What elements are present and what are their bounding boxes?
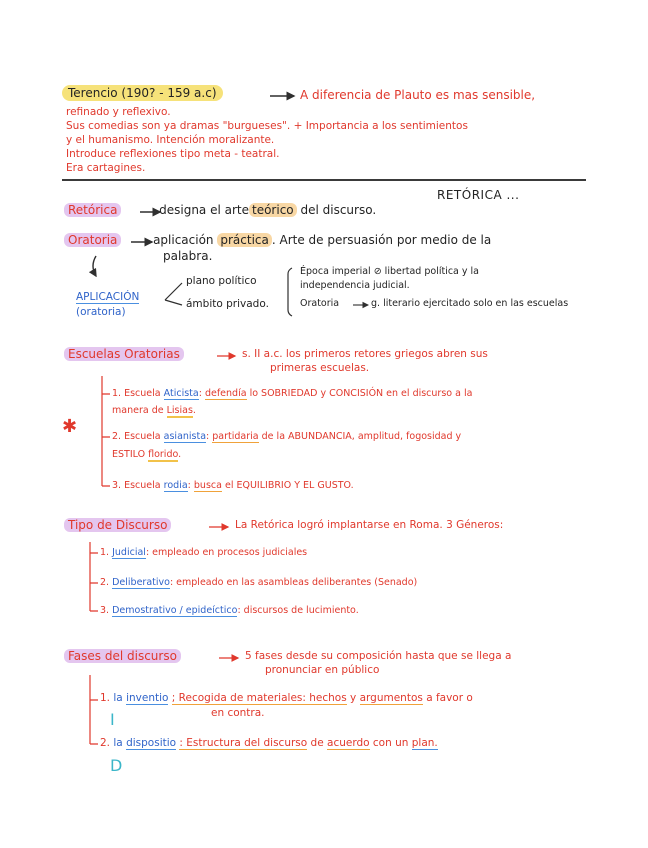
oratoria-pre: aplicación <box>153 233 214 247</box>
oratoria-highlight: práctica <box>217 233 272 247</box>
escuelas-arrow-text2: primeras escuelas. <box>270 362 370 374</box>
terencio-line-4: Introduce reflexiones tipo meta - teatral. <box>66 148 280 160</box>
retorica-term: Retórica <box>64 203 121 217</box>
escuela-asianista-line2: ESTILO florido. <box>112 449 182 460</box>
down-arrow <box>93 256 96 276</box>
fase-inventio-line2: en contra. <box>211 707 265 719</box>
escuela-asianista: 2. Escuela asianista: partidaria de la ABUNDANCIA, amplitud, fogosidad y <box>112 431 462 442</box>
fases-title: Fases del discurso <box>64 649 181 663</box>
escuela-aticista-line2: manera de Lisias. <box>112 405 196 416</box>
branch-lines <box>165 283 182 305</box>
retorica-post: del discurso. <box>300 203 377 217</box>
retorica-line <box>64 203 376 217</box>
oratoria-post: . Arte de persuasión por medio de la <box>271 233 492 247</box>
branch-ambito-privado: ámbito privado. <box>186 298 269 310</box>
escuelas-arrow-text: s. II a.c. los primeros retores griegos abren sus <box>242 348 488 360</box>
escuelas-tree <box>102 376 110 486</box>
fases-tree <box>90 675 98 744</box>
tipo-tree <box>90 542 98 611</box>
oratoria-line2: palabra. <box>163 249 213 263</box>
independencia-line: independencia judicial. <box>300 280 410 291</box>
terencio-line-3: y el humanismo. Intención moralizante. <box>66 134 275 146</box>
fase-inventio: 1. la inventio ; Recogida de materiales: hechos y argumentos a favor o <box>100 692 473 704</box>
tipo-arrow-text: La Retórica logró implantarse en Roma. 3 Géneros: <box>235 519 504 531</box>
fase-dispositio: 2. la dispositio : Estructura del discurso de acuerdo con un plan. <box>100 737 438 749</box>
escuelas-title: Escuelas Oratorias <box>64 347 184 361</box>
aplicacion-sub: (oratoria) <box>76 306 126 318</box>
star-icon: ✱ <box>62 416 78 437</box>
escuela-rodia: 3. Escuela rodia: busca el EQUILIBRIO Y EL GUSTO. <box>112 480 354 491</box>
terencio-line-2: Sus comedias son ya dramas "burgueses". + Importancia a los sentimientos <box>66 120 468 132</box>
branch-plano-politico: plano político <box>186 275 257 287</box>
tipo-judicial: 1. Judicial: empleado en procesos judiciales <box>100 547 308 558</box>
terencio-line-1: refinado y reflexivo. <box>66 106 171 118</box>
terencio-line-5: Era cartagines. <box>66 162 146 174</box>
section-divider <box>62 179 586 181</box>
retorica-pre: designa el arte <box>159 203 249 217</box>
fases-arrow-text: 5 fases desde su composición hasta que se llega a <box>245 650 512 662</box>
terencio-arrow-text: A diferencia de Plauto es mas sensible, <box>300 88 536 102</box>
retorica-highlight: teórico <box>249 203 297 217</box>
tipo-title: Tipo de Discurso <box>64 518 171 532</box>
aplicacion-label: APLICACIÓN <box>76 291 140 303</box>
epoca-imperial-line: Época imperial ⊘ libertad política y la <box>300 266 479 277</box>
inventio-letter: I <box>110 710 115 729</box>
dispositio-letter: D <box>110 756 123 775</box>
retorica-heading: RETÓRICA ... <box>437 188 520 202</box>
fases-arrow-text2: pronunciar en público <box>265 664 380 676</box>
oratoria-small-term: Oratoria <box>300 298 340 309</box>
escuela-aticista: 1. Escuela Aticista: defendía lo SOBRIEDAD y CONCISIÓN en el discurso a la <box>112 388 473 399</box>
oratoria-line <box>64 233 491 247</box>
tipo-deliberativo: 2. Deliberativo: empleado en las asambleas deliberantes (Senado) <box>100 577 418 588</box>
right-bracket <box>288 268 292 316</box>
tipo-demostrativo: 3. Demostrativo / epideíctico: discursos de lucimiento. <box>100 605 359 616</box>
terencio-title: Terencio (190? - 159 a.c) <box>62 86 223 100</box>
literario-line: g. literario ejercitado solo en las escuelas <box>371 298 569 309</box>
oratoria-term: Oratoria <box>64 233 121 247</box>
